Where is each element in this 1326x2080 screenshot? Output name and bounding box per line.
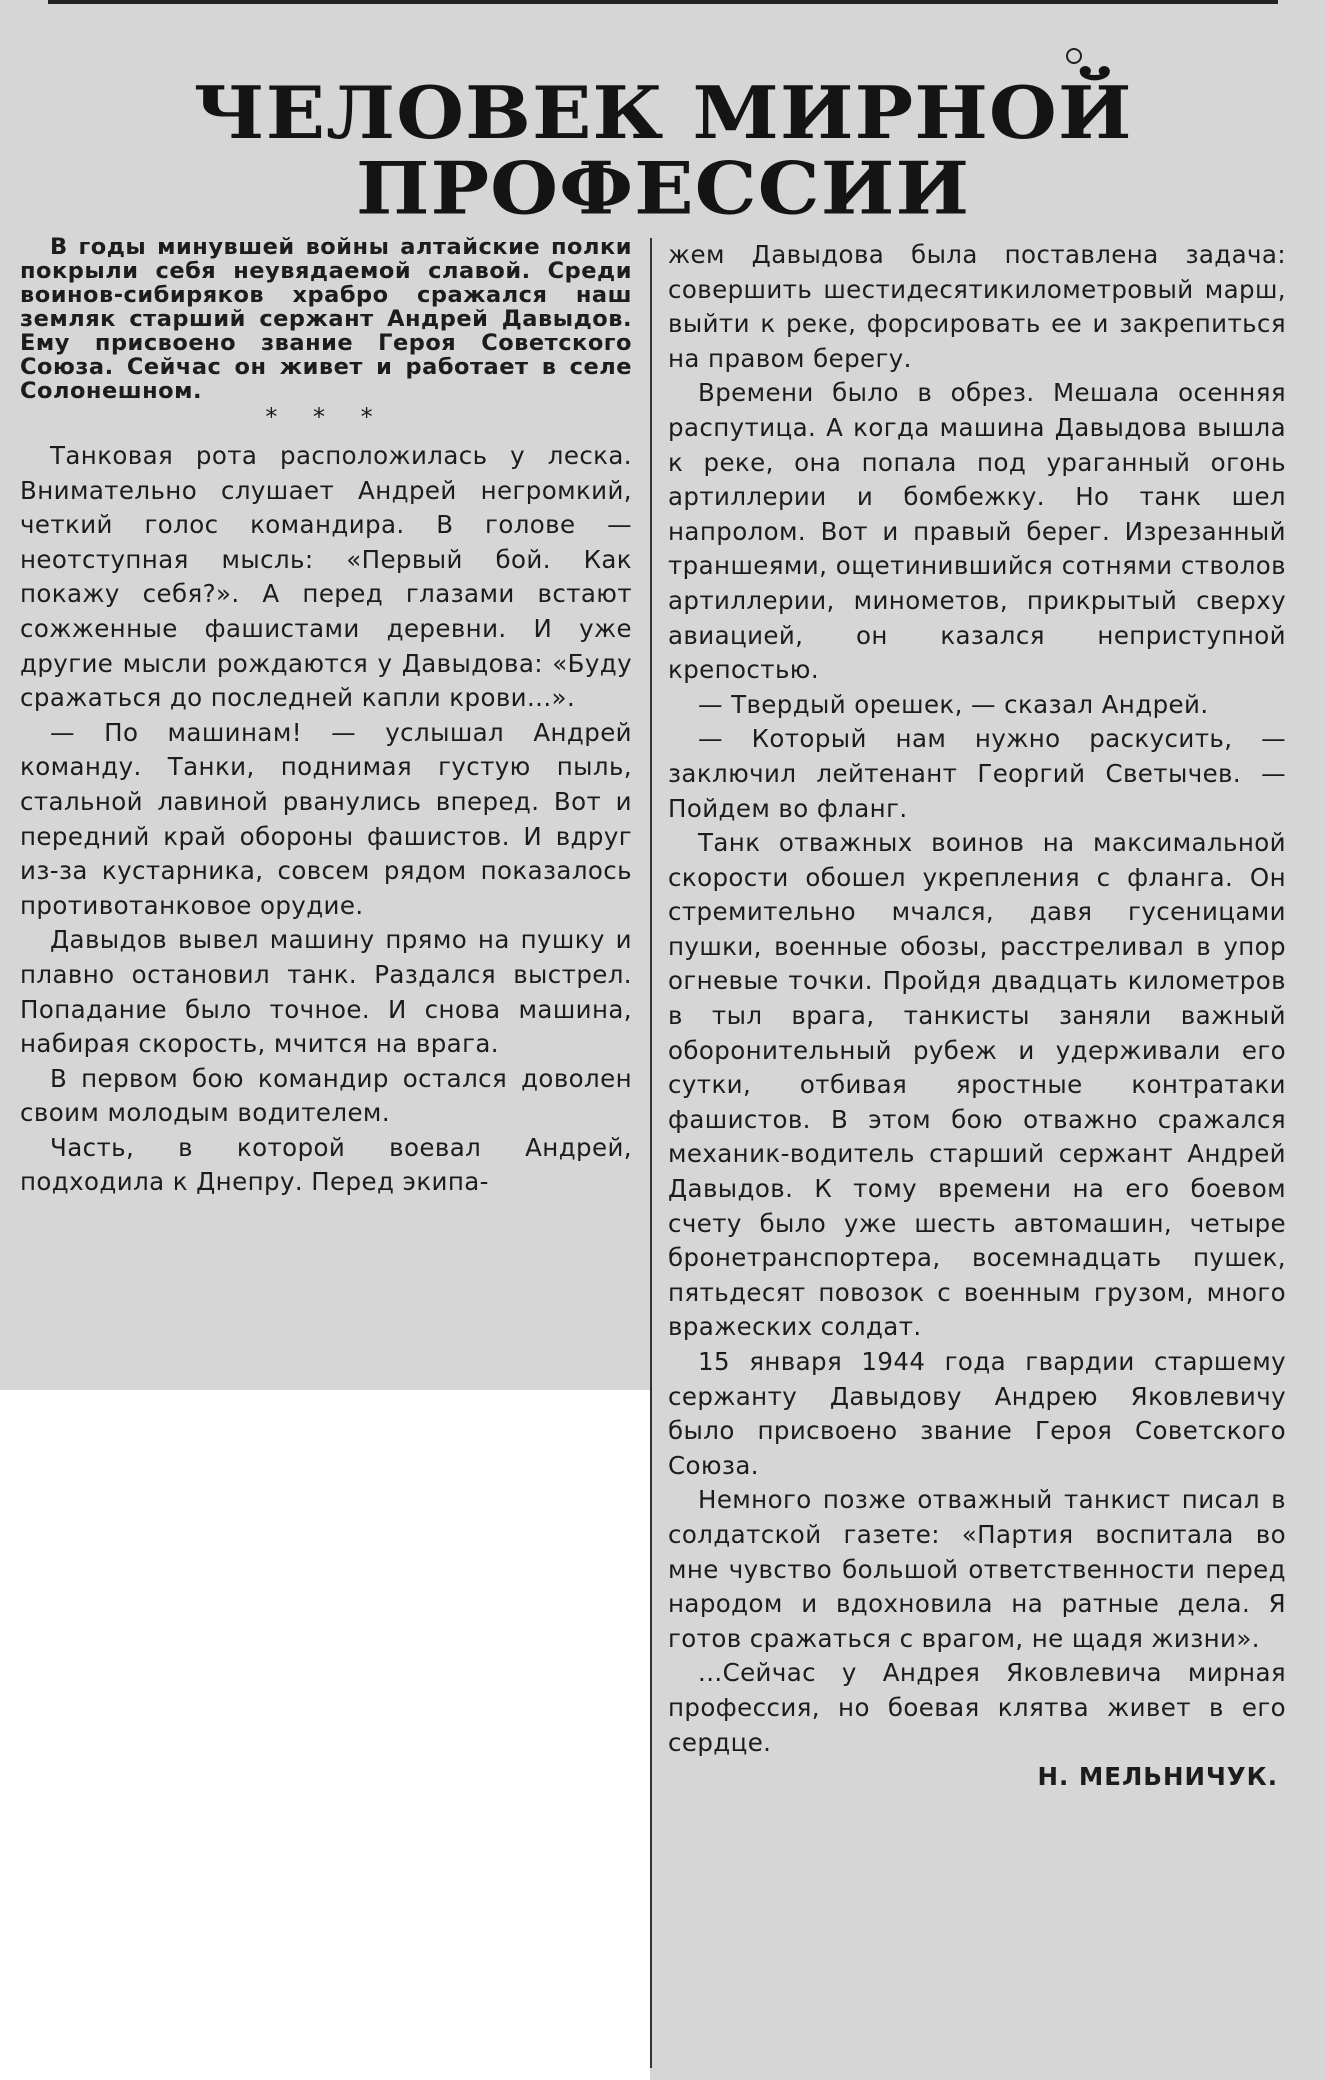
author-signature: Н. МЕЛЬНИЧУК. [1037,1762,1278,1792]
paragraph: Давыдов вывел машину прямо на пушку и плавно остановил танк. Раздался выстрел. Попадание было точное. И снова машина, набирая скорость, мчится на врага. [20,925,632,1059]
headline-line-1: ЧЕЛОВЕК МИРНОЙ [193,71,1133,156]
right-column [668,238,1286,1795]
paragraph: Немного позже отважный танкист писал в солдатской газете: «Партия воспитала во мне чувство большой ответственности перед народом и вдохновила на ратные дела. Я готов сражаться с врагом, не щадя жизни». [668,1485,1286,1653]
left-column [20,235,632,1200]
headline-line-2: ПРОФЕССИИ [355,147,971,232]
section-separator: * * * [265,403,387,431]
paragraph: В первом бою командир остался доволен своим молодым водителем. [20,1063,632,1128]
paragraph: — Твердый орешек, — сказал Андрей. [698,689,1209,719]
paragraph: Танковая рота расположилась у леска. Внимательно слушает Андрей негромкий, четкий голос командира. В голове — неотступная мысль: «Первый бой. Как покажу себя?». А перед глазами встают сожженные фашистами деревни. И уже другие мысли рождаются у Давыдова: «Буду сражаться до последней капли крови...». [20,441,632,713]
paragraph: жем Давыдова была поставлена задача: совершить шестидесятикилометровый марш, выйти к реке, форсировать ее и закрепиться на правом берегу. [668,240,1286,373]
paragraph: — Который нам нужно раскусить, — заключил лейтенант Георгий Светычев. — Пойдем во фланг. [668,724,1286,823]
article-headline [0,71,1326,232]
print-mark-icon [1066,48,1082,64]
paragraph: Танк отважных воинов на максимальной скорости обошел укрепления с фланга. Он стремительно мчался, давя гусеницами пушки, военные обозы, расстреливал в упор огневые точки. Пройдя двадцать километров в тыл врага, танкисты заняли важный оборонительный рубеж и удерживали его сутки, отбивая яростные контратаки фашистов. В этом бою отважно сражался механик-водитель старший сержант Андрей Давыдов. К тому времени на его боевом счету было уже шесть автомашин, четыре бронетранспортера, восемнадцать пушек, пятьдесят повозок с военным грузом, много вражеских солдат. [668,828,1286,1342]
paragraph: Времени было в обрез. Мешала осенняя распутица. А когда машина Давыдова вышла к реке, она попала под ураганный огонь артиллерии и бомбежку. Но танк шел напролом. Вот и правый берег. Изрезанный траншеями, ощетинившийся сотнями стволов артиллерии, минометов, прикрытый сверху авиацией, он казался неприступной крепостью. [668,378,1286,685]
paragraph: Часть, в которой воевал Андрей, подходила к Днепру. Перед экипа- [20,1132,632,1197]
paragraph: ...Сейчас у Андрея Яковлевича мирная профессия, но боевая клятва живет в его сердце. [668,1658,1286,1757]
article-intro: В годы минувшей войны алтайские полки покрыли себя неувядаемой славой. Среди воинов-сибиряков храбро сражался наш земляк старший сержант Андрей Давыдов. Ему присвоено звание Героя Советского Союза. Сейчас он живет и работает в селе Солонешном. [20,234,632,404]
paragraph: 15 января 1944 года гвардии старшему сержанту Давыдову Андрею Яковлевичу было присвоено звание Героя Советского Союза. [668,1347,1286,1480]
column-divider [650,238,652,2068]
top-rule [48,0,1278,4]
paragraph: — По машинам! — услышал Андрей команду. Танки, поднимая густую пыль, стальной лавиной рванулись вперед. Вот и передний край обороны фашистов. И вдруг из-за кустарника, совсем рядом показалось противотанковое орудие. [20,717,632,920]
